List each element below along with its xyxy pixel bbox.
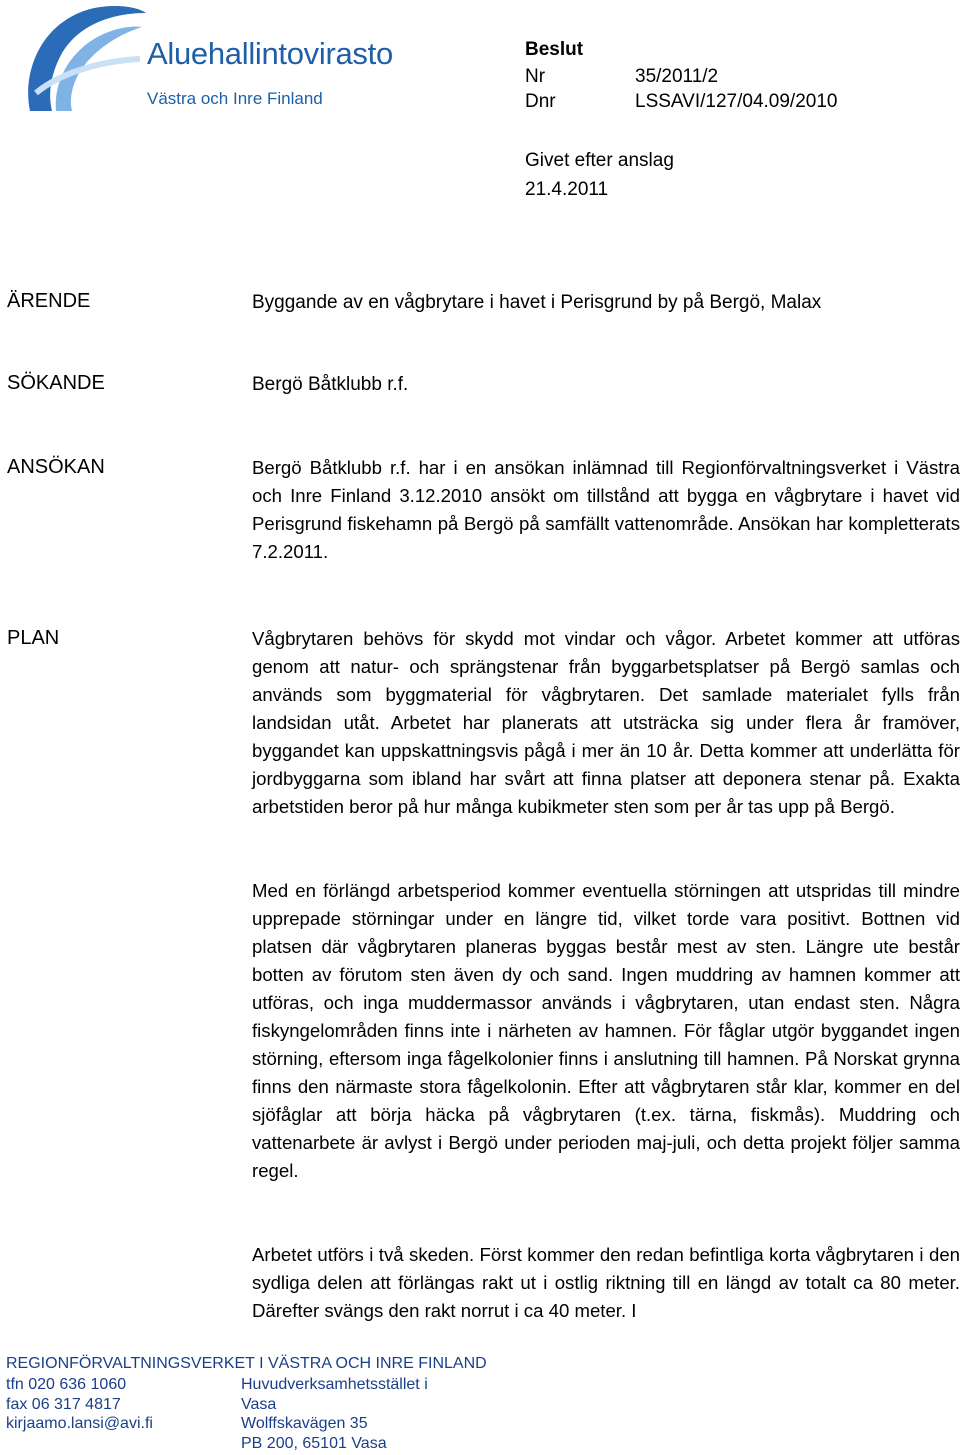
org-name: Aluehallintovirasto bbox=[147, 36, 393, 71]
section-label-arende: ÄRENDE bbox=[7, 290, 91, 312]
ansokan-text: Bergö Båtklubb r.f. har i en ansökan inlämnad till Regionförvaltningsverket i Västra och Inre Finland 3.12.2010 ansökt om tillstånd att bygga en vågbrytare i havet vid Perisgrund fiskehamn på Bergö på samfällt vattenområde. Ansökan har kompletterats 7.2.2011. bbox=[252, 457, 960, 562]
footer-phone: tfn 020 636 1060 bbox=[6, 1376, 127, 1393]
footer-org: REGIONFÖRVALTNINGSVERKET I VÄSTRA OCH INRE FINLAND bbox=[6, 1355, 487, 1372]
section-label-plan: PLAN bbox=[7, 627, 60, 649]
footer-email[interactable]: kirjaamo.lansi@avi.fi bbox=[6, 1415, 153, 1432]
sokande-text: Bergö Båtklubb r.f. bbox=[252, 374, 409, 395]
decision-heading: Beslut bbox=[525, 39, 584, 60]
footer-fax: fax 06 317 4817 bbox=[6, 1396, 121, 1413]
logo-swoosh-icon bbox=[20, 3, 150, 115]
plan-paragraph-1: Vågbrytaren behövs för skydd mot vindar och vågor. Arbetet kommer att utföras genom att natur- och sprängstenar från byggarbetsplatser på Bergö samlas och används som byggmaterial för vågbrytaren. Det samlade materialet fylls från landsidan utåt. Arbetet har planerats att utsträcka sig under flera år framöver, byggandet kan uppskattningsvis pågå i mer än 10 år. Detta kommer att underlätta för jordbyggarna som ibland har svårt att finna platser att deponera stenar på. Exakta arbetstiden beror på hur många kubikmeter sten som per år tas upp på Bergö. bbox=[252, 628, 960, 817]
arende-text: Byggande av en vågbrytare i havet i Perisgrund by på Bergö, Malax bbox=[252, 292, 822, 313]
nr-label: Nr bbox=[525, 66, 546, 87]
section-label-ansokan: ANSÖKAN bbox=[7, 456, 105, 478]
given-date: 21.4.2011 bbox=[525, 179, 609, 200]
plan-paragraph-2: Med en förlängd arbetsperiod kommer eventuella störningen att utspridas till mindre upprepade störningar under en längre tid, vilket torde vara positivt. Bottnen vid platsen där vågbrytaren planeras byggas består mest av sten. Längre ute består botten av förutom sten även dy och sand. Ingen muddring av hamnen kommer att utföras, och inga muddermassor används i vågbrytaren, utan endast sten. Några fiskyngelområden finns inte i närheten av hamnen. För fåglar utgör byggandet ingen störning, eftersom inga fågelkolonier finns i anslutning till hamnen. På Norskat grynna finns den närmaste stora fågelkolonin. Efter att vågbrytaren står klar, kommer en del sjöfåglar att börja häcka på vågbrytaren (t.ex. tärna, fiskmås). Muddring och vattenarbete är avlyst i Bergö under perioden maj-juli, och detta projekt följer samma regel. bbox=[252, 880, 960, 1181]
dnr-label: Dnr bbox=[525, 91, 556, 112]
dnr-value: LSSAVI/127/04.09/2010 bbox=[635, 91, 838, 112]
footer-office-label: Huvudverksamhetsstället i bbox=[241, 1376, 428, 1393]
footer-postal: PB 200, 65101 Vasa bbox=[241, 1435, 387, 1452]
given-label: Givet efter anslag bbox=[525, 150, 674, 171]
plan-paragraph-3: Arbetet utförs i två skeden. Först kommer den redan befintliga korta vågbrytaren i den sydliga delen att förlängas rakt ut i ostlig riktning till en längd av totalt ca 80 meter. Därefter svängs den rakt norrut i ca 40 meter. I bbox=[252, 1244, 960, 1321]
nr-value: 35/2011/2 bbox=[635, 66, 719, 87]
section-label-sokande: SÖKANDE bbox=[7, 372, 105, 394]
footer-street: Wolffskavägen 35 bbox=[241, 1415, 368, 1432]
footer-city: Vasa bbox=[241, 1396, 277, 1413]
org-region: Västra och Inre Finland bbox=[147, 89, 323, 108]
